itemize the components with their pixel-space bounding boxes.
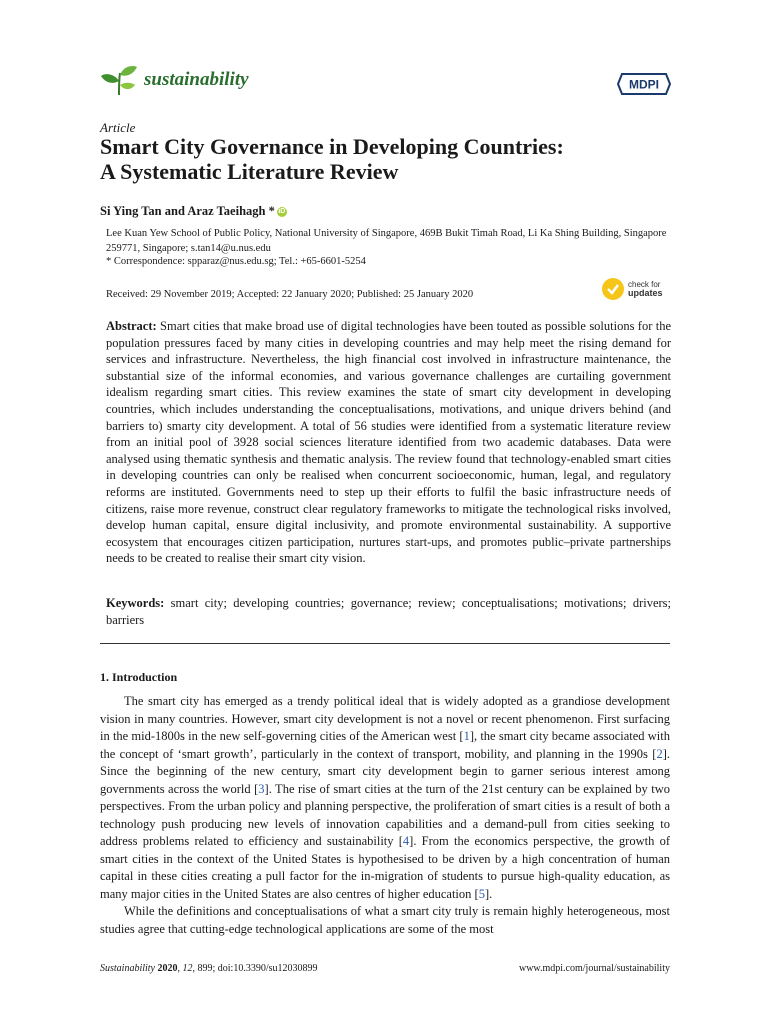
check-updates-line2: updates (628, 288, 663, 298)
footer-citation: Sustainability 2020, 12, 899; doi:10.3390/su12030899 (100, 963, 318, 974)
article-title (100, 134, 680, 184)
citation-link[interactable]: 1 (463, 729, 470, 743)
section-heading: 1. Introduction (100, 670, 178, 684)
citation-link[interactable]: 5 (478, 886, 485, 901)
mdpi-logo-icon (616, 70, 672, 98)
footer-url[interactable]: www.mdpi.com/journal/sustainability (518, 963, 670, 974)
intro-paragraph-1: The smart city has emerged as a trendy political ideal that is widely adopted as a grandiose development vision in many countries. However, smart city development is not a novel or recent phenomenon. First surfacing in the mid-1800s in the new self-governing cities of the American west [1], the smart city became associated with the concept of ‘smart growth’, particularly in the context of transport, mobility, and planning in the 1990s [2]. Since the beginning of the new century, smart city development begin to garner serious interest among governments across the world [3]. The rise of smart cities at the turn of the 21st century can be explained by two perspectives. From the urban policy and planning perspective, the proliferation of smart cities is a result of both a technology push producing new levels of innovation capabilities and a demand-pull from cities seeking to address problems related to efficiency and sustainability [4]. From the economics perspective, the growth of smart cities in the context of the United States is hypothesised to be driven by a high concentration of human capital in these cities creating a pull factor for the in-migration of students to pursue high-quality education, as many major cities in the United States are also centres of higher education [5]. (100, 694, 670, 901)
check-updates-line1: check for (628, 280, 661, 289)
orcid-icon[interactable]: iD (278, 207, 286, 215)
mdpi-logo-text: MDPI (629, 77, 659, 92)
authors (100, 204, 287, 219)
abstract-label: Abstract: (106, 319, 157, 333)
title-line-1: Smart City Governance in Developing Countries: (100, 134, 564, 159)
publication-dates: Received: 29 November 2019; Accepted: 22 January 2020; Published: 25 January 2020 (106, 289, 474, 300)
affiliation: Lee Kuan Yew School of Public Policy, National University of Singapore, 469B Bukit Timah Road, Li Ka Shing Building, Singapore 259771, Singapore; s.tan14@u.nus.edu (106, 228, 667, 254)
title-line-2: A Systematic Literature Review (100, 159, 399, 184)
footer-volume: 12 (182, 963, 193, 974)
correspondence: * Correspondence: spparaz@nus.edu.sg; Tel.: +65-6601-5254 (106, 256, 366, 267)
footer-journal: Sustainability (100, 963, 155, 974)
article-type: Article (100, 120, 136, 135)
check-for-updates-badge[interactable] (602, 278, 663, 300)
check-updates-icon (602, 278, 624, 300)
keywords-label: Keywords: (106, 596, 165, 610)
keywords-text: smart city; developing countries; governance; review; conceptualisations; motivations; drivers; barriers (106, 596, 671, 627)
intro-paragraph-2: While the definitions and conceptualisations of what a smart city truly is remain highly heterogeneous, most studies agree that cutting-edge technological applications are some of the most (100, 904, 670, 936)
section-divider (100, 643, 670, 644)
citation-link[interactable]: 3 (258, 781, 265, 796)
footer-doi: , 899; doi:10.3390/su12030899 (192, 963, 318, 974)
introduction-body (100, 693, 670, 938)
leaf-icon (100, 63, 138, 97)
journal-logo (100, 60, 249, 100)
abstract-text: Smart cities that make broad use of digital technologies have been touted as possible solutions for the population pressures faced by many cities in developing countries and may help meet the rising demand for services and infrastructure. Nevertheless, the high financial cost involved in infrastructure maintenance, the substantial size of the informal economies, and various governance challenges are curtailing government idealism regarding smart cities. This review examines the state of smart city development in developing countries, which includes understanding the conceptualisations, motivations, and unique drivers behind (and barriers to) smarty city development. A total of 56 studies were identified from a systematic literature review from an initial pool of 3928 social sciences literature identified from two academic databases. Data were analysed using thematic synthesis and thematic analysis. The review found that technology-enabled smart cities in developing countries can only be realised when concurrent socioeconomic, human, legal, and regulatory reforms are instituted. Governments need to step up their efforts to fulfil the basic infrastructure needs of citizens, raise more revenue, construct clear regulatory frameworks to mitigate the technological risks involved, develop human capital, ensure digital inclusivity, and promote environmental sustainability. A supportive ecosystem that encourages citizen participation, nurtures start-ups, and promotes public–private partnerships needs to be created to realise their smart city vision. (106, 319, 671, 566)
abstract (106, 318, 671, 567)
journal-name[interactable]: sustainability (144, 69, 249, 90)
check-updates-text (628, 280, 663, 298)
author-names[interactable]: Si Ying Tan and Araz Taeihagh * (100, 204, 275, 218)
keywords (106, 595, 671, 628)
mdpi-logo[interactable] (616, 70, 672, 103)
citation-link[interactable]: 2 (656, 746, 663, 761)
citation-link[interactable]: 4 (402, 834, 410, 848)
footer-year: 2020 (157, 963, 178, 974)
